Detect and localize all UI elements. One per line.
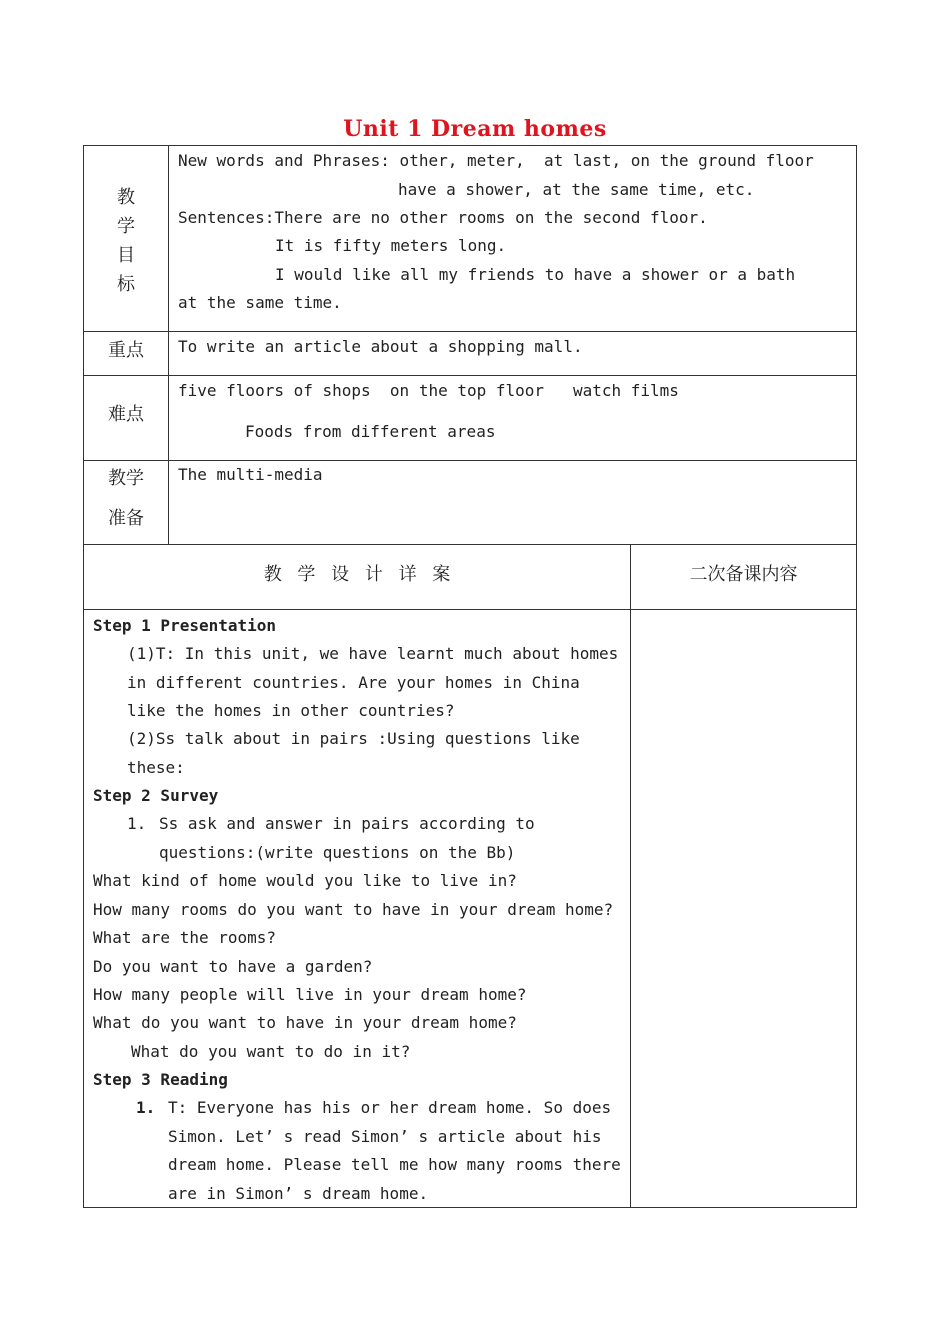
table-border-top xyxy=(83,145,857,146)
design-header: 教 学 设 计 详 案 xyxy=(263,564,451,585)
step-title: Step 3 Reading xyxy=(93,1070,228,1089)
step-line: Simon. Let’ s read Simon’ s article about his xyxy=(168,1127,602,1146)
step-line: are in Simon’ s dream home. xyxy=(168,1184,429,1203)
list-number: 1. xyxy=(136,1098,156,1117)
page-title: Unit 1 Dream homes xyxy=(343,116,607,142)
step-line: questions:(write questions on the Bb) xyxy=(159,843,516,862)
step-line: (2)Ss talk about in pairs :Using questions like xyxy=(127,729,580,748)
survey-question: Do you want to have a garden? xyxy=(93,957,373,976)
key-point-text: To write an article about a shopping mall. xyxy=(178,337,583,356)
objective-line: It is fifty meters long. xyxy=(275,236,507,255)
step-line: dream home. Please tell me how many rooms there xyxy=(168,1155,621,1174)
objective-line: New words and Phrases: other, meter, at last, on the ground floor xyxy=(178,151,814,170)
survey-question: What kind of home would you like to live in? xyxy=(93,871,517,890)
difficulty-line: Foods from different areas xyxy=(245,422,496,441)
key-point-label: 重点 xyxy=(108,340,144,361)
list-number: 1. xyxy=(127,814,147,833)
step-line: (1)T: In this unit, we have learnt much about homes xyxy=(127,644,619,663)
row-divider xyxy=(83,544,857,545)
objective-line: I would like all my friends to have a shower or a bath xyxy=(275,265,796,284)
step-line: these: xyxy=(127,758,185,777)
preparation-label-line: 准备 xyxy=(108,508,144,529)
label-column-divider xyxy=(168,145,169,545)
survey-question: What do you want to have in your dream home? xyxy=(93,1013,517,1032)
objective-line: Sentences:There are no other rooms on the second floor. xyxy=(178,208,708,227)
survey-question: What do you want to do in it? xyxy=(131,1042,411,1061)
objective-line: at the same time. xyxy=(178,293,342,312)
survey-question: How many rooms do you want to have in your dream home? xyxy=(93,900,614,919)
label-char: 标 xyxy=(117,274,135,295)
secondary-header: 二次备课内容 xyxy=(689,564,798,585)
label-char: 学 xyxy=(117,216,135,237)
step-line: in different countries. Are your homes in China xyxy=(127,673,580,692)
label-char: 教 xyxy=(117,187,135,208)
step-line: T: Everyone has his or her dream home. So does xyxy=(168,1098,612,1117)
survey-question: How many people will live in your dream home? xyxy=(93,985,527,1004)
preparation-label-line: 教学 xyxy=(108,468,144,489)
row-divider xyxy=(83,331,857,332)
table-border-left xyxy=(83,145,84,1208)
step-title: Step 1 Presentation xyxy=(93,616,277,635)
objective-line: have a shower, at the same time, etc. xyxy=(398,180,755,199)
difficulty-line: five floors of shops on the top floor watch films xyxy=(178,381,679,400)
preparation-text: The multi-media xyxy=(178,465,323,484)
step-line: like the homes in other countries? xyxy=(127,701,455,720)
step-line: Ss ask and answer in pairs according to xyxy=(159,814,535,833)
table-border-right xyxy=(856,145,857,1208)
difficulty-label: 难点 xyxy=(108,404,144,425)
secondary-column-divider xyxy=(630,544,631,1208)
row-divider xyxy=(83,375,857,376)
survey-question: What are the rooms? xyxy=(93,928,277,947)
label-char: 目 xyxy=(117,245,135,266)
step-title: Step 2 Survey xyxy=(93,786,219,805)
row-divider xyxy=(83,609,857,610)
